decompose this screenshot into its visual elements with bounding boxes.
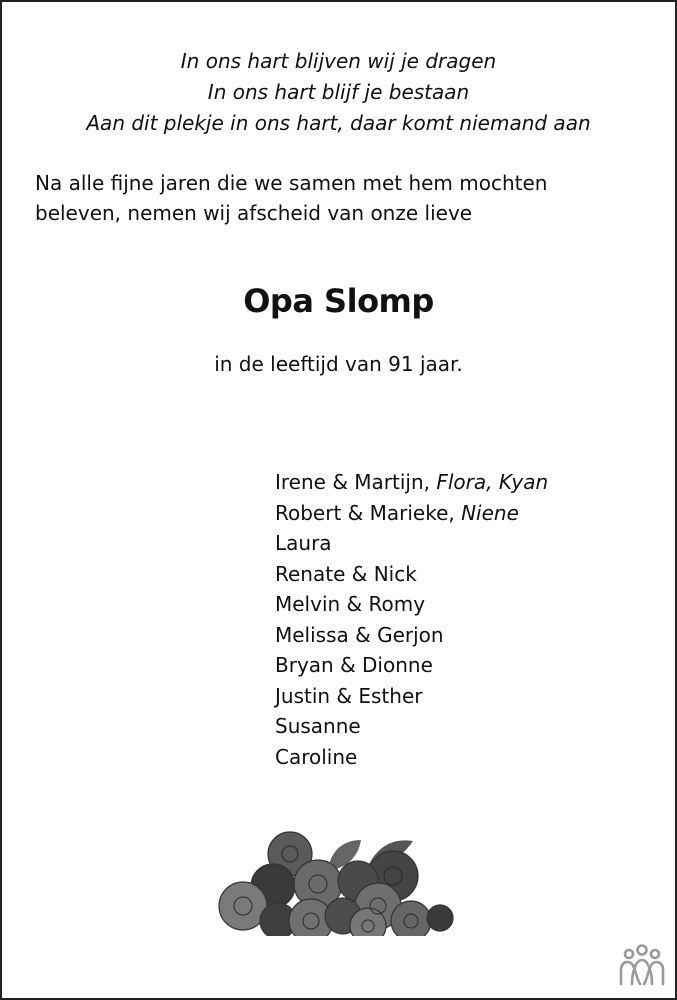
family-names: Irene & Martijn, bbox=[275, 470, 437, 494]
family-entry bbox=[275, 467, 548, 498]
grandchildren-names: Niene bbox=[461, 500, 519, 525]
roses-image bbox=[218, 826, 454, 936]
family-entry: Bryan & Dionne bbox=[275, 653, 433, 677]
family-entry: Renate & Nick bbox=[275, 561, 417, 586]
family-names: Robert & Marieke, bbox=[275, 500, 462, 525]
intro-line: Na alle fijne jaren die we samen met hem mochten bbox=[35, 171, 548, 195]
poem-line: In ons hart blijf je bestaan bbox=[207, 80, 470, 104]
family-list bbox=[275, 467, 548, 772]
family-entry: Laura bbox=[275, 531, 332, 555]
grandchildren-names: Flora, Kyan bbox=[436, 470, 549, 494]
poem bbox=[0, 46, 677, 139]
family-entry: Caroline bbox=[275, 744, 358, 769]
family-entry: Susanne bbox=[275, 714, 361, 738]
family-entry bbox=[275, 498, 548, 529]
poem-line: In ons hart blijven wij je dragen bbox=[180, 49, 497, 73]
deceased-name: Opa Slomp bbox=[243, 282, 434, 320]
people-logo-icon bbox=[618, 944, 666, 988]
poem-line: Aan dit plekje in ons hart, daar komt niemand aan bbox=[86, 111, 591, 135]
intro-line: beleven, nemen wij afscheid van onze lieve bbox=[35, 201, 473, 225]
family-entry: Justin & Esther bbox=[275, 683, 423, 708]
family-entry: Melissa & Gerjon bbox=[275, 622, 444, 647]
intro-text bbox=[35, 168, 547, 228]
age-text: in de leeftijd van 91 jaar. bbox=[214, 352, 463, 376]
family-entry: Melvin & Romy bbox=[275, 592, 426, 616]
